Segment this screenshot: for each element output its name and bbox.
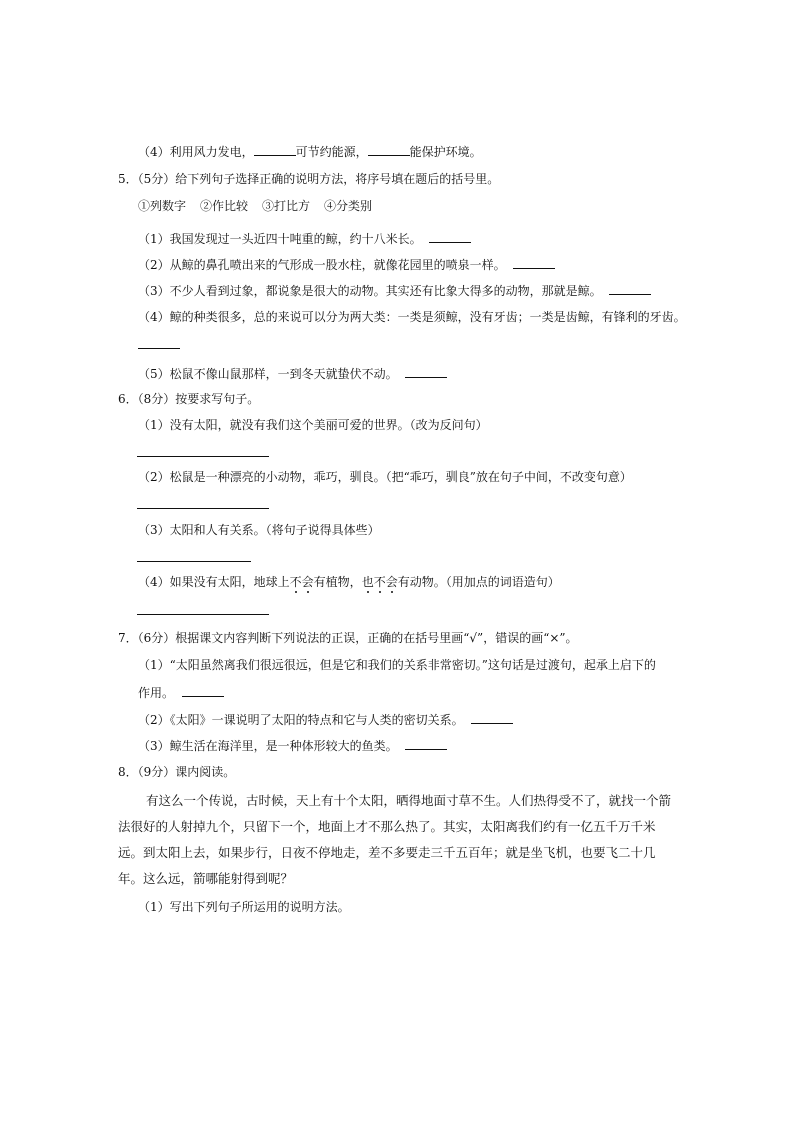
q5-heading: 5．（5分）给下列句子选择正确的说明方法，将序号填在题后的括号里。 (118, 172, 500, 186)
answer-blank[interactable] (368, 143, 410, 156)
q5-options (138, 198, 386, 214)
q5-item-2: （2）从鲸的鼻孔喷出来的气形成一股水柱，就像花园里的喷泉一样。 (138, 256, 555, 273)
q8-sub-1: （1）写出下列句子所运用的说明方法。 (138, 900, 350, 914)
emphasis-dot-char: 不 (373, 575, 386, 589)
option-1: ①列数字 (138, 199, 187, 213)
q6-answer-line-4[interactable] (137, 614, 269, 615)
q5-item-3: （3）不少人看到过象，都说象是很大的动物。其实还有比象大得多的动物，那就是鲸。 (138, 282, 651, 299)
emphasis-dot-char: 也 (361, 575, 374, 589)
q7-item-1: （1）“太阳虽然离我们很远很远，但是它和我们的关系非常密切。”这句话是过渡句，起承上启下的 (138, 658, 656, 672)
option-4: ④分类别 (324, 199, 373, 213)
answer-blank[interactable] (609, 282, 651, 295)
q5-item-4: （4）鲸的种类很多，总的来说可以分为两大类：一类是须鲸，没有牙齿；一类是齿鲸，有锋利的牙齿。 (138, 310, 686, 324)
q5-item-5: （5）松鼠不像山鼠那样，一到冬天就蛰伏不动。 (138, 365, 447, 382)
q7-item-1-cont: 作用。 (138, 684, 224, 701)
answer-blank[interactable] (182, 684, 224, 697)
answer-blank[interactable] (138, 336, 180, 349)
q6-heading: 6．（8分）按要求写句子。 (118, 392, 260, 406)
q4-item-4: （4）利用风力发电， 可节约能源， 能保护环境。 (138, 145, 482, 159)
q5-item-4-answer (138, 336, 180, 353)
option-3: ③打比方 (262, 199, 311, 213)
q6-item-3: （3）太阳和人有关系。（将句子说得具体些） (138, 523, 380, 537)
answer-blank[interactable] (513, 256, 555, 269)
answer-blank[interactable] (405, 737, 447, 750)
q7-item-3: （3）鲸生活在海洋里，是一种体形较大的鱼类。 (138, 737, 447, 754)
q6-item-1: （1）没有太阳，就没有我们这个美丽可爱的世界。（改为反问句） (138, 418, 488, 432)
q6-item-2: （2）松鼠是一种漂亮的小动物，乖巧，驯良。（把“乖巧，驯良”放在句子中间，不改变句意） (138, 470, 632, 484)
emphasis-dot-char: 会 (301, 575, 314, 589)
emphasis-dot-char: 会 (385, 575, 398, 589)
q6-answer-line-3[interactable] (137, 561, 251, 562)
q5-item-1: （1）我国发现过一头近四十吨重的鲸，约十八米长。 (138, 230, 471, 247)
answer-blank[interactable] (429, 230, 471, 243)
q7-item-2: （2）《太阳》一课说明了太阳的特点和它与人类的密切关系。 (138, 711, 513, 728)
emphasis-dot-char: 不 (289, 575, 302, 589)
answer-blank[interactable] (254, 143, 296, 156)
option-2: ②作比较 (200, 199, 249, 213)
answer-blank[interactable] (405, 365, 447, 378)
q6-answer-line-2[interactable] (137, 508, 269, 509)
q7-heading: 7．（6分）根据课文内容判断下列说法的正误，正确的在括号里画“√”，错误的画“×”。 (118, 631, 578, 645)
q6-answer-line-1[interactable] (137, 456, 269, 457)
q8-heading: 8．（9分）课内阅读。 (118, 765, 236, 779)
q6-item-4: （4）如果没有太阳，地球上不会有植物，也不会有动物。（用加点的词语造句） (138, 575, 560, 589)
q8-passage: 有这么一个传说，古时候，天上有十个太阳，晒得地面寸草不生。人们热得受不了，就找一个箭法很好的人射掉九个，只留下一个，地面上才不那么热了。其实，太阳离我们约有一亿五千万千米远。到太阳上去，如果步行，日夜不停地走，差不多要走三千五百年；就是坐飞机，也要飞二十几年。这么远，箭哪能射得到呢？ (118, 793, 672, 886)
answer-blank[interactable] (471, 711, 513, 724)
